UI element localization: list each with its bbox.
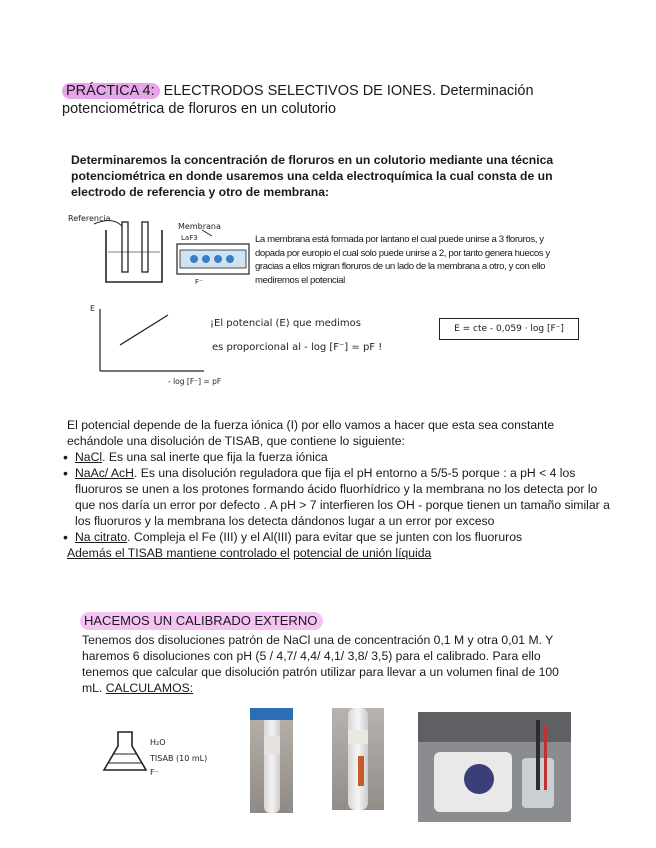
electrochemical-cell-diagram — [62, 212, 252, 292]
tisab-section — [63, 417, 612, 561]
laf3-label: LaF3 — [181, 234, 198, 242]
volumetric-flask-sketch — [100, 730, 150, 778]
practice-label: PRÁCTICA 4: — [62, 83, 160, 99]
bullet-icon: • — [63, 465, 68, 481]
graph-ylabel: E — [90, 304, 96, 313]
membrane-description: La membrana está formada por lantano el cual puede unirse a 3 floruros, y dopada por europio el cual solo puede unirse a 2, por tanto genera huecos y gracias a ellos migran floruros de un lado de la membrana a otro, y con ello mediremos el potencial — [255, 234, 550, 286]
intro-paragraph: Determinaremos la concentración de floruros en un colutorio mediante una técnica potenciométrica en donde usaremos una celda electroquímica la cual consta de un electrodo de referencia y otro de membrana: — [71, 153, 554, 199]
fluoride-label: F⁻ — [195, 278, 203, 286]
title-text: ELECTRODOS SELECTIVOS DE IONES. Determinación potenciométrica de floruros en un colutorio — [62, 83, 534, 117]
conclusion-text-b: potencial de unión líquida — [293, 546, 432, 560]
flask-f-label: F⁻ — [150, 768, 159, 777]
list-item — [63, 529, 612, 545]
buffer-term: NaAc/ AcH — [75, 466, 134, 480]
calibration-text: Tenemos dos disoluciones patrón de NaCl una de concentración 0,1 M y otra 0,01 M. Y haremos 6 disoluciones con pH (5 / 4,7/ 4,4/ 4,1/ 3,8/ 3,5) para el calibrado. Para ello tenemos que calcular que disolución patrón utilizar para llevar a un volumen final de 100 mL. — [82, 633, 559, 695]
tisab-conclusion — [67, 545, 612, 561]
note-line-1: ¡El potencial (E) que medimos — [210, 318, 361, 329]
nacl-term: NaCl — [75, 450, 103, 464]
bullet-icon: • — [63, 529, 68, 545]
list-item — [63, 465, 612, 529]
calculate-label: CALCULAMOS: — [105, 681, 194, 695]
calibration-title: HACEMOS UN CALIBRADO EXTERNO — [80, 612, 323, 630]
conclusion-text-a: Además el TISAB mantiene controlado el — [67, 546, 290, 560]
page-title — [62, 82, 622, 118]
nernst-formula: E = cte - 0,059 · log [F⁻] — [439, 318, 579, 340]
graph-line — [120, 315, 168, 345]
membrane-label: Membrana — [178, 222, 221, 231]
note-line-2: es proporcional al - log [F⁻] = pF ! — [212, 342, 383, 353]
citrate-description: . Compleja el Fe (III) y el Al(III) para evitar que se junten con los fluoruros — [127, 530, 523, 544]
bullet-icon: • — [63, 449, 68, 465]
test-tube-photo-1 — [250, 708, 293, 813]
citrate-term: Na citrato — [75, 530, 128, 544]
ionic-strength-paragraph: El potencial depende de la fuerza iónica (I) por ello vamos a hacer que esta sea constante echándole una disolución de TISAB, que contiene lo siguiente: — [67, 418, 555, 448]
test-tube-photo-2 — [332, 708, 384, 810]
reference-label: Referencia — [68, 214, 111, 223]
list-item — [63, 449, 612, 465]
potential-graph — [88, 305, 208, 377]
graph-xlabel: - log [F⁻] = pF — [168, 377, 222, 386]
flask-tisab-label: TISAB (10 mL) — [150, 754, 208, 763]
nacl-description: . Es una sal inerte que fija la fuerza iónica — [102, 450, 328, 464]
flask-water-label: H₂O — [150, 738, 166, 747]
buffer-description: . Es una disolución reguladora que fija el pH entorno a 5/5-5 porque : a pH < 4 los fluoruros se unen a los protones formando ácido fluorhídrico y la membrana no los detecta por lo que nos daría un error por defecto . A pH > 7 interfieren los OH - porque tienen un tamaño similar a los fluoruros y la membrana los detecta dándonos lugar a un error por exceso — [75, 466, 610, 528]
calibration-paragraph — [82, 632, 572, 696]
ph-meter-photo — [418, 712, 571, 822]
